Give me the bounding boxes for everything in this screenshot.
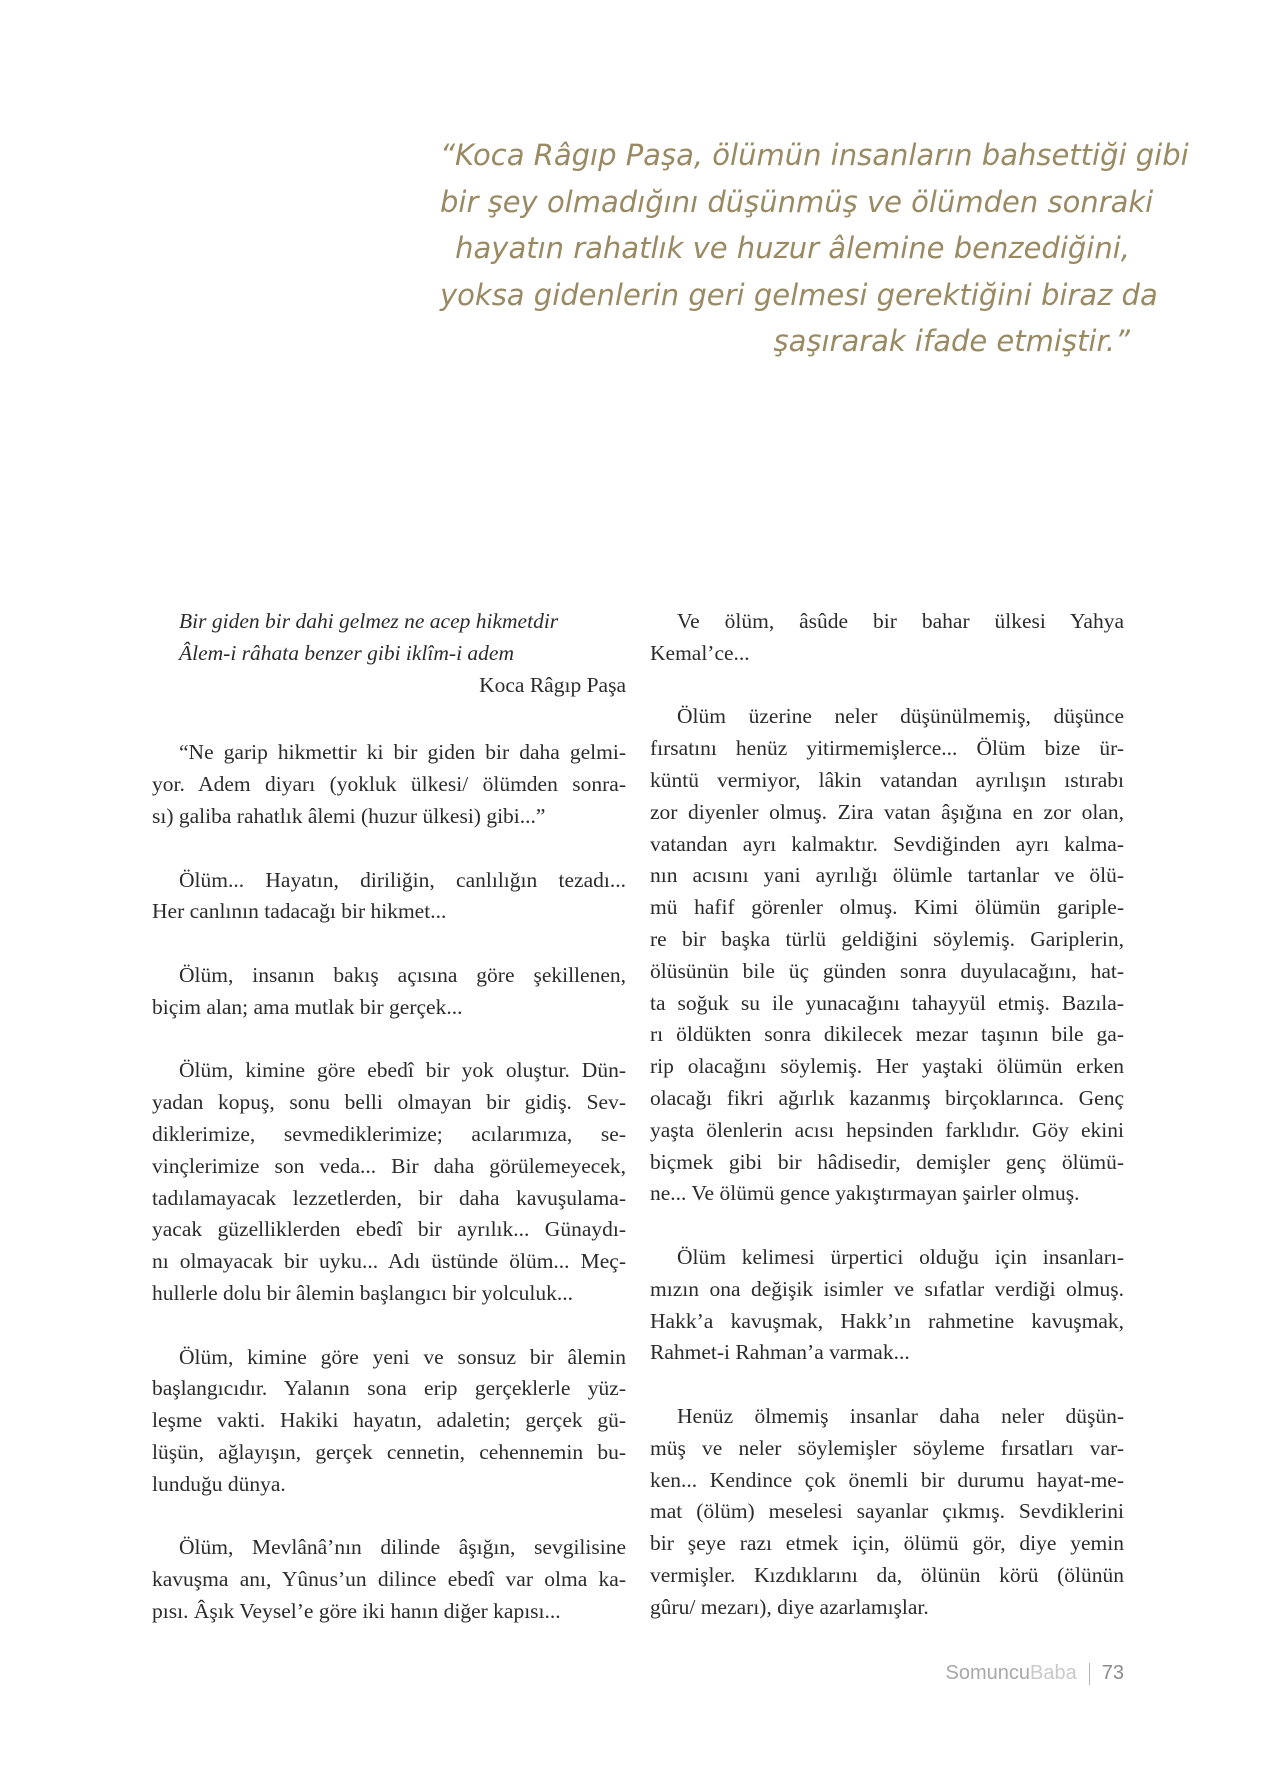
paragraph-line: Ölüm, kimine göre yeni ve sonsuz bir âlemin	[179, 1344, 626, 1369]
paragraph-line: kavuşma anı, Yûnus’un dilince ebedî var olma ka-	[152, 1567, 626, 1592]
paragraph-line: Hakk’a kavuşmak, Hakk’ın rahmetine kavuşmak,	[650, 1308, 1124, 1333]
paragraph-line: rı öldükten sonra dikilecek mezar taşının bile ga-	[650, 1022, 1124, 1047]
paragraph-line: olacağı fikri ağırlık kazanmış birçoklarınca. Genç	[650, 1085, 1124, 1110]
paragraph-line: ken... Kendince çok önemli bir durumu hayat-me-	[650, 1467, 1124, 1492]
paragraph	[152, 1055, 626, 1309]
pull-quote	[440, 132, 1189, 365]
paragraph-line: nın acısını yani ayrılığı ölümle tartanlar ve ölü-	[650, 863, 1124, 888]
right-column	[650, 606, 1124, 1655]
page-footer	[946, 1662, 1124, 1685]
footer-divider	[1089, 1663, 1090, 1685]
pull-quote-line: hayatın rahatlık ve huzur âlemine benzediğini,	[455, 231, 1130, 265]
paragraph-line: pısı. Âşık Veysel’e göre iki hanın diğer kapısı...	[152, 1598, 561, 1623]
paragraph-line: re bir başka türlü geldiğini söylemiş. Gariplerin,	[650, 926, 1124, 951]
brand-name-part2: Baba	[1030, 1662, 1077, 1684]
page-number: 73	[1101, 1662, 1124, 1684]
paragraph-line: fırsatını henüz yitirmemişlerce... Ölüm bize ür-	[650, 736, 1124, 761]
paragraph-line: mat (ölüm) meselesi sayanlar çıkmış. Sevdiklerini	[650, 1499, 1124, 1524]
paragraph	[650, 606, 1124, 670]
paragraph-line: Ölüm üzerine neler düşünülmemiş, düşünce	[677, 704, 1124, 729]
paragraph-line: biçim alan; ama mutlak bir gerçek...	[152, 994, 463, 1019]
pull-quote-line: bir şey olmadığını düşünmüş ve ölümden sonraki	[440, 184, 1154, 219]
paragraph-line: başlangıcıdır. Yalanın sona erip gerçeklerle yüz-	[152, 1376, 626, 1401]
epigraph-author: Koca Râgıp Paşa	[479, 672, 626, 697]
paragraph-line: vinçlerimize son veda... Bir daha görülemeyecek,	[152, 1153, 626, 1178]
paragraph-line: “Ne garip hikmettir ki bir giden bir daha gelmi-	[179, 740, 626, 765]
paragraph-line: mü hafif görenler olmuş. Kimi ölümün gariple-	[650, 895, 1124, 920]
paragraph-line: biçmek gibi bir hâdisedir, demişler genç ölümü-	[650, 1149, 1124, 1174]
paragraph-line: Ölüm, kimine göre ebedî bir yok oluştur. Dün-	[179, 1058, 626, 1083]
paragraph-line: vatandan ayrı kalmaktır. Sevdiğinden ayrı kalma-	[650, 831, 1124, 856]
paragraph	[650, 701, 1124, 1210]
paragraph-line: Kemal’ce...	[650, 640, 750, 665]
pull-quote-line: yoksa gidenlerin geri gelmesi gerektiğini biraz da	[440, 277, 1158, 312]
paragraph-line: leşme vakti. Hakiki hayatın, adaletin; gerçek gü-	[152, 1408, 626, 1433]
paragraph	[152, 1532, 626, 1627]
paragraph	[650, 1242, 1124, 1369]
paragraph-line: zor diyenler olmuş. Zira vatan âşığına en zor olan,	[650, 799, 1124, 824]
paragraph-line: yaşta ölenlerin acısı hepsinden farklıdır. Göy ekini	[650, 1117, 1124, 1142]
paragraph-line: müş ve neler söylemişler söyleme fırsatları var-	[650, 1435, 1124, 1460]
paragraph-line: küntü vermiyor, lâkin vatandan ayrılışın ıstırabı	[650, 767, 1124, 792]
paragraph	[650, 1401, 1124, 1624]
paragraph-line: ölüsünün bile üç günden sonra duyulacağını, hat-	[650, 958, 1124, 983]
paragraph-line: nı olmayacak bir uyku... Adı üstünde ölüm... Meç-	[152, 1249, 626, 1274]
paragraph-line: Ölüm, insanın bakış açısına göre şekillenen,	[179, 962, 626, 987]
paragraph-line: mızın ona değişik isimler ve sıfatlar verdiği olmuş.	[650, 1276, 1124, 1301]
paragraph-line: sı) galiba rahatlık âlemi (huzur ülkesi) gibi...”	[152, 803, 546, 828]
paragraph-line: yacak güzelliklerden ebedî bir ayrılık... Günaydı-	[152, 1217, 626, 1242]
paragraph-line: Henüz ölmemiş insanlar daha neler düşün-	[677, 1403, 1124, 1428]
paragraph-line: hullerle dolu bir âlemin başlangıcı bir yolculuk...	[152, 1280, 573, 1305]
paragraph-line: Rahmet-i Rahman’a varmak...	[650, 1340, 910, 1365]
paragraph	[152, 865, 626, 929]
paragraph-line: ne... Ve ölümü gence yakıştırmayan şairler olmuş.	[650, 1181, 1080, 1206]
paragraph-line: tadılamayacak lezzetlerden, bir daha kavuşulama-	[152, 1185, 626, 1210]
paragraph-line: ta soğuk su ile yunacağını tahayyül etmiş. Bazıla-	[650, 990, 1124, 1015]
paragraph-line: lüşün, ağlayışın, gerçek cennetin, cehennemin bu-	[152, 1439, 626, 1464]
epigraph-verse-line: Âlem-i râhata benzer gibi iklîm-i adem	[179, 640, 514, 665]
paragraph-line: rip olacağını söylemiş. Her yaştaki ölümün erken	[650, 1054, 1124, 1079]
brand-name-part1: Somuncu	[945, 1662, 1031, 1684]
pull-quote-line: “Koca Râgıp Paşa, ölümün insanların bahsettiği gibi	[440, 138, 1189, 172]
paragraph-line: yadan kopuş, sonu belli olmayan bir gidiş. Sev-	[152, 1090, 626, 1115]
paragraph-line: gûru/ mezarı), diye azarlamışlar.	[650, 1594, 929, 1619]
paragraph-line: vermişler. Kızdıklarını da, ölünün körü (ölünün	[650, 1562, 1124, 1587]
paragraph-line: Ölüm, Mevlânâ’nın dilinde âşığın, sevgilisine	[179, 1535, 626, 1560]
paragraph-line: Ölüm... Hayatın, diriliğin, canlılığın tezadı...	[179, 867, 626, 892]
paragraph-line: bir şeye razı etmek için, ölümü gör, diye yemin	[650, 1531, 1124, 1556]
paragraph	[152, 960, 626, 1024]
paragraph-line: Her canlının tadacağı bir hikmet...	[152, 899, 447, 924]
paragraph	[152, 737, 626, 832]
paragraph-line: lunduğu dünya.	[152, 1471, 286, 1496]
paragraph	[152, 1342, 626, 1501]
magazine-brand	[946, 1662, 1077, 1685]
epigraph-verse-line: Bir giden bir dahi gelmez ne acep hikmetdir	[179, 609, 559, 633]
paragraph-line: yor. Adem diyarı (yokluk ülkesi/ ölümden sonra-	[152, 772, 626, 797]
left-column	[152, 606, 626, 1660]
pull-quote-line: şaşırarak ifade etmiştir.”	[773, 324, 1130, 358]
paragraph-line: Ve ölüm, âsûde bir bahar ülkesi Yahya	[677, 609, 1124, 633]
paragraph-line: diklerimize, sevmediklerimize; acılarımıza, se-	[152, 1121, 626, 1146]
epigraph	[179, 606, 626, 701]
paragraph-line: Ölüm kelimesi ürpertici olduğu için insanları-	[677, 1244, 1124, 1269]
